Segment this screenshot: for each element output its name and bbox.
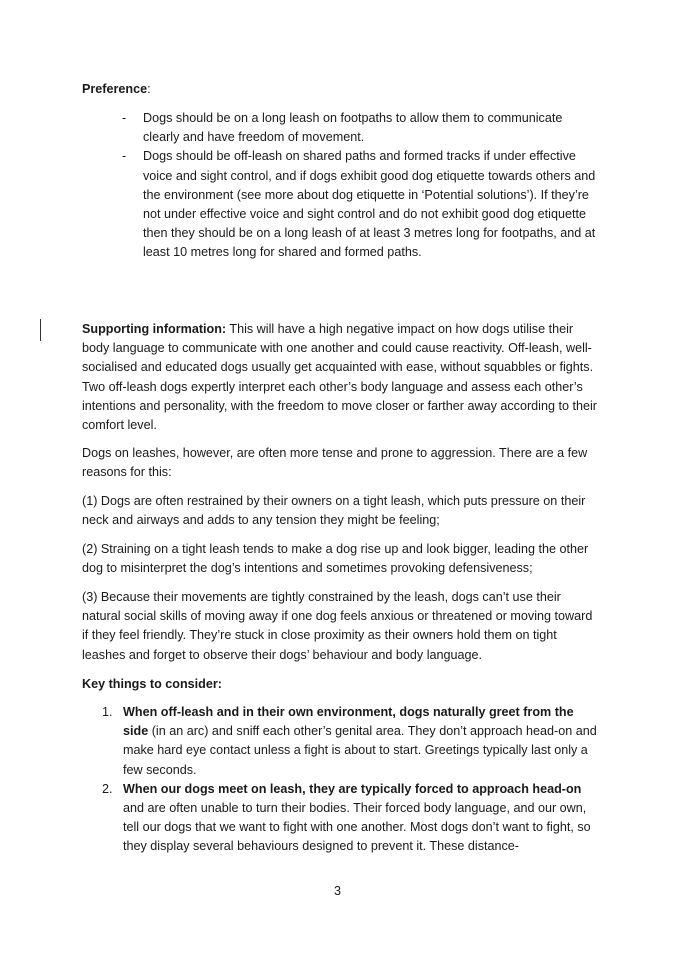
list-item <box>102 703 597 780</box>
body-paragraph: (2) Straining on a tight leash tends to make a dog rise up and look bigger, leading the other dog to misinterpret the dog’s intentions and sometimes provoking defensiveness; <box>82 542 589 576</box>
list-item-bold: When our dogs meet on leash, they are typically forced to approach head-on <box>123 781 582 796</box>
preference-heading <box>82 80 602 99</box>
list-number: 2. <box>102 781 113 796</box>
preference-list <box>122 109 597 263</box>
body-paragraph: (3) Because their movements are tightly constrained by the leash, dogs can’t use their natural social skills of moving away if one dog feels anxious or threatened or moving toward if they feel friendly. They’re stuck in close proximity as their owners hold them on tight leashes and forget to observe their dogs’ behaviour and body language. <box>82 590 593 662</box>
page-number: 3 <box>333 884 341 898</box>
body-paragraph: Dogs on leashes, however, are often more tense and prone to aggression. There are a few reasons for this: <box>82 446 588 480</box>
list-item <box>102 780 597 857</box>
preference-colon: : <box>147 82 151 96</box>
supporting-text: This will have a high negative impact on how dogs utilise their body language to communicate with one another and could cause reactivity. Off-leash, well-socialised and educated dogs usually get acquainted with ease, without squabbles or fights. Two off-leash dogs expertly interpret each other’s body language and assess each other’s intentions and personality, with the freedom to move closer or farther away according to their comfort level. <box>82 322 597 433</box>
body-paragraph: (1) Dogs are often restrained by their owners on a tight leash, which puts pressure on their neck and airways and adds to any tension they might be feeling; <box>82 494 586 528</box>
dash-marker: - <box>122 149 127 164</box>
list-item <box>122 109 597 147</box>
dash-marker: - <box>122 111 127 125</box>
key-things-label: Key things to consider: <box>82 677 222 691</box>
list-item <box>122 147 597 262</box>
list-item-text: Dogs should be off-leash on shared paths and formed tracks if under effective voice and sight control, and if dogs exhibit good dog etiquette towards others and the environment (see more about dog etiquette in ‘Potential solutions’). If they’re not under effective voice and sight control and do not exhibit good dog etiquette then they should be on a long leash of at least 3 metres long for footpaths, and at least 10 metres long for shared and formed paths. <box>143 149 596 260</box>
supporting-label: Supporting information: <box>82 322 227 336</box>
list-item-text: (in an arc) and sniff each other’s genital area. They don’t approach head-on and make hard eye contact unless a fight is about to start. Greetings typically last only a few seconds. <box>123 724 597 777</box>
list-number: 1. <box>102 705 113 719</box>
preference-label: Preference <box>82 82 148 96</box>
list-item-bold: When off-leash and in their own environment, dogs naturally greet from the side <box>123 705 574 739</box>
list-item-text: Dogs should be on a long leash on footpaths to allow them to communicate clearly and have freedom of movement. <box>143 111 563 145</box>
key-things-list <box>102 703 597 857</box>
supporting-paragraph <box>82 320 602 435</box>
text-cursor-icon <box>40 319 41 341</box>
list-item-text: and are often unable to turn their bodies. Their forced body language, and our own, tell our dogs that we want to fight with one another. Most dogs don’t want to fight, so they display several behaviours designed to prevent it. These distance- <box>123 801 591 854</box>
key-things-heading <box>82 675 602 694</box>
